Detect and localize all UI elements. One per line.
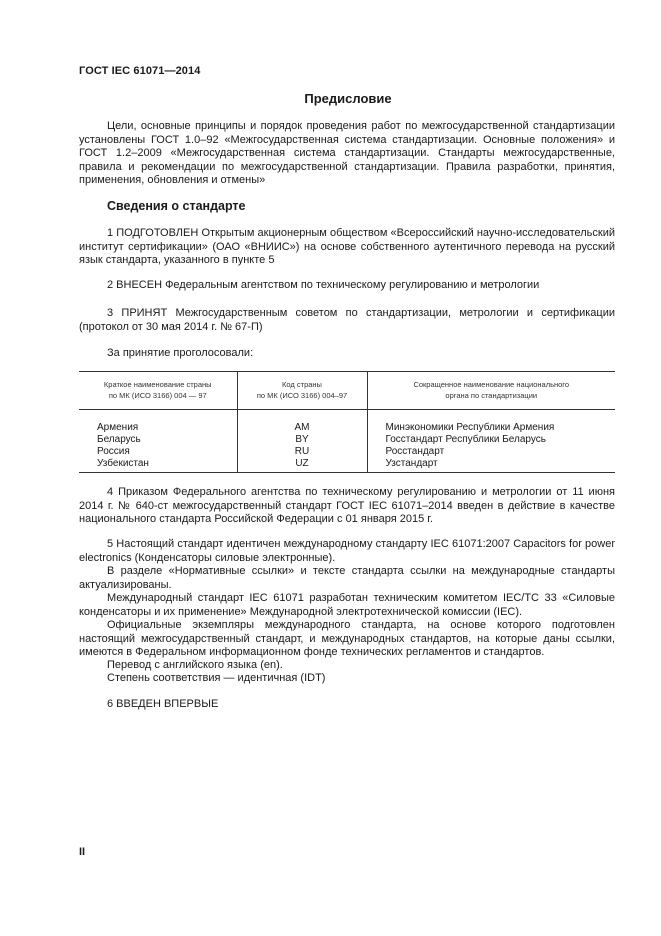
organization-name: Узстандарт xyxy=(385,458,438,469)
item-5-copies: Официальные экземпляры международного стандарта, на основе которого подготовлен настоящий межгосударственный стандарт, и международных стандартов, на которые даны ссылки, имеются в Федеральном информационном фонде технических регламентов и стандартов. xyxy=(79,619,615,659)
item-5-translation: Перевод с английского языка (en). xyxy=(107,659,283,671)
item-5-committee: Международный стандарт IEC 61071 разработан техническим комитетом IEC/TC 33 «Силовые конденсаторы и их применение» Международной электротехнической комиссии (IEC). xyxy=(79,592,615,618)
item-2-submitted: 2 ВНЕСЕН Федеральным агентством по техническому регулированию и метрологии xyxy=(107,279,540,291)
section-title: Сведения о стандарте xyxy=(107,199,246,213)
table-row xyxy=(79,410,615,473)
country-code: RU xyxy=(294,446,310,457)
country-name: Армения xyxy=(97,422,139,433)
item-3-adopted: 3 ПРИНЯТ Межгосударственным советом по стандартизации, метрологии и сертификации (протокол от 30 мая 2014 г. № 67-П) xyxy=(79,307,615,333)
voting-countries-table xyxy=(79,371,615,473)
country-name: Россия xyxy=(97,446,130,457)
country-codes-cell xyxy=(237,410,367,473)
item-5-identical: 5 Настоящий стандарт идентичен международному стандарту IEC 61071:2007 Capacitors for power electronics (Конденсаторы силовые электронные). xyxy=(79,538,615,564)
item-4-order: 4 Приказом Федерального агентства по техническому регулированию и метрологии от 11 июня 2014 г. № 640-ст межгосударственный стандарт ГОСТ IEC 61071–2014 введен в действие в качестве национального стандарта Российской Федерации с 01 января 2015 г. xyxy=(79,486,615,526)
table-header-row xyxy=(79,372,615,410)
organization-name: Госстандарт Республики Беларусь xyxy=(385,434,546,445)
country-code: BY xyxy=(295,434,309,445)
country-names-cell xyxy=(79,410,237,473)
column-header-country: Краткое наименование страны по МК (ИСО 3166) 004 — 97 xyxy=(79,372,237,410)
item-1-prepared: 1 ПОДГОТОВЛЕН Открытым акционерным обществом «Всероссийский научно-исследовательский институт сертификации» (ОАО «ВНИИС») на основе собственного аутентичного перевода на русский язык стандарта, указанного в пункте 5 xyxy=(79,227,615,267)
item-5-conformity: Степень соответствия — идентичная (IDT) xyxy=(107,672,326,684)
column-header-organization: Сокращенное наименование национального органа по стандартизации xyxy=(367,372,615,410)
document-id-header: ГОСТ IEC 61071—2014 xyxy=(79,65,201,77)
item-5-references: В разделе «Нормативные ссылки» и тексте стандарта ссылки на международные стандарты актуализированы. xyxy=(79,565,615,591)
country-code: UZ xyxy=(295,458,309,469)
country-name: Беларусь xyxy=(97,434,141,445)
organization-name: Минэкономики Республики Армения xyxy=(385,422,555,433)
organization-name: Росстандарт xyxy=(385,446,445,457)
foreword-title: Предисловие xyxy=(304,91,392,106)
country-name: Узбекистан xyxy=(97,458,149,469)
page-number: II xyxy=(79,846,86,858)
voted-label: За принятие проголосовали: xyxy=(107,347,254,359)
intro-paragraph: Цели, основные принципы и порядок проведения работ по межгосударственной стандартизации установлены ГОСТ 1.0–92 «Межгосударственная система стандартизации. Основные положения» и ГОСТ 1.2–2009 «Межгосударственная система стандартизации. Стандарты межгосударственные, правила и рекомендации по межгосударственной стандартизации. Правила разработки, принятия, применения, обновления и отмены» xyxy=(79,120,615,187)
column-header-code: Код страны по МК (ИСО 3166) 004–97 xyxy=(237,372,367,410)
item-6-introduced: 6 ВВЕДЕН ВПЕРВЫЕ xyxy=(107,698,219,710)
organizations-cell xyxy=(367,410,615,473)
country-code: AM xyxy=(294,422,310,433)
